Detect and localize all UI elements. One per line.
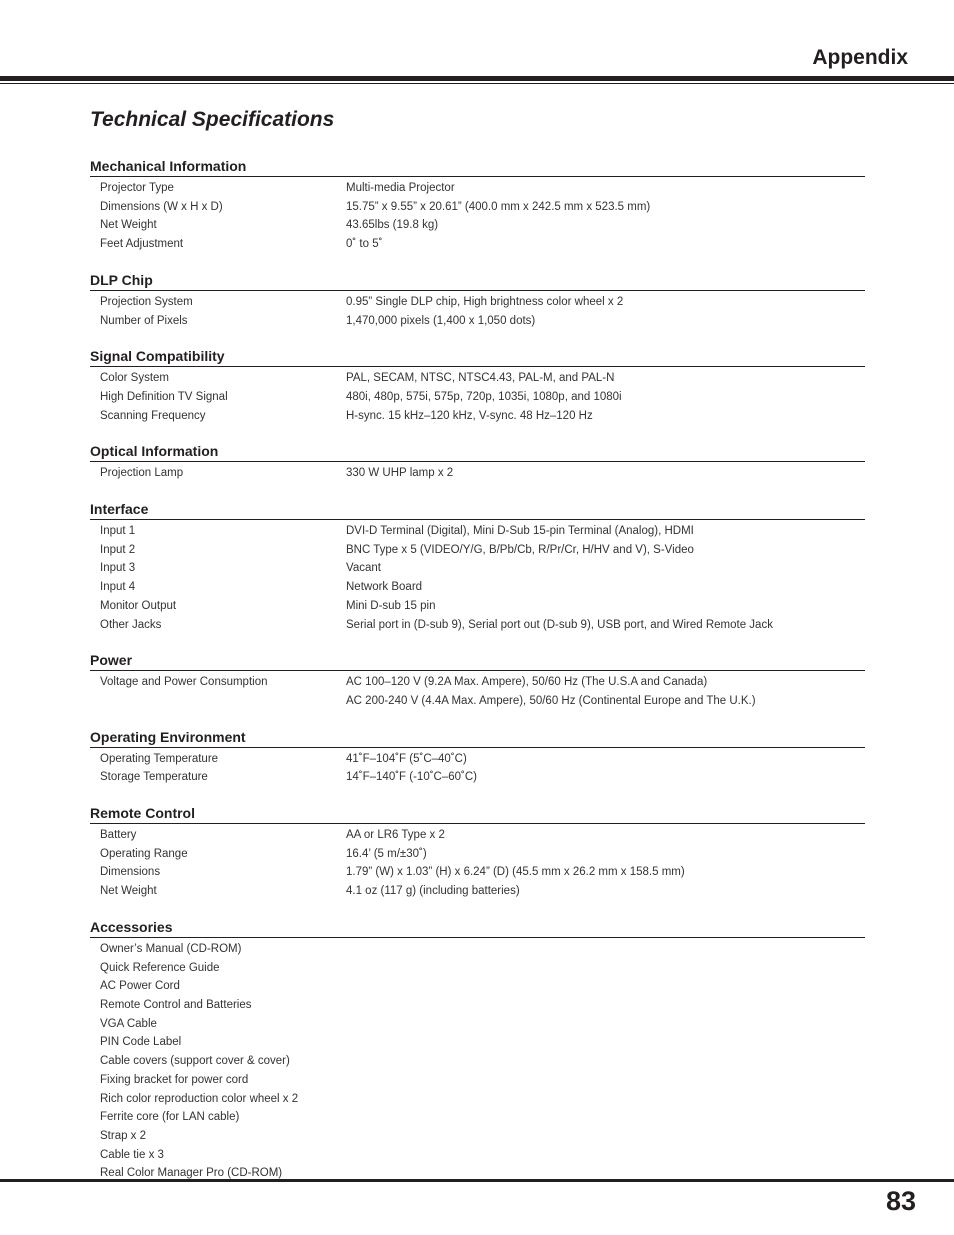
spec-row bbox=[90, 216, 865, 235]
section-divider bbox=[90, 519, 865, 520]
spec-value: 1.79” (W) x 1.03” (H) x 6.24” (D) (45.5 mm x 26.2 mm x 158.5 mm) bbox=[346, 866, 685, 879]
spec-label: Color System bbox=[100, 372, 170, 385]
section-heading: Appendix bbox=[812, 46, 908, 69]
spec-label: Projection Lamp bbox=[100, 467, 184, 480]
spec-row bbox=[90, 863, 865, 882]
spec-label: Storage Temperature bbox=[100, 771, 208, 784]
spec-row bbox=[90, 559, 865, 578]
spec-value bbox=[346, 1090, 865, 1109]
spec-value bbox=[346, 1108, 865, 1127]
spec-row bbox=[90, 692, 865, 711]
spec-label: Operating Temperature bbox=[100, 752, 219, 765]
spec-value bbox=[346, 977, 865, 996]
spec-value bbox=[346, 959, 865, 978]
spec-label: Real Color Manager Pro (CD-ROM) bbox=[100, 1167, 283, 1180]
spec-label: Dimensions (W x H x D) bbox=[100, 200, 223, 213]
spec-label: Net Weight bbox=[100, 885, 157, 898]
spec-section bbox=[90, 917, 865, 1183]
spec-label: Fixing bracket for power cord bbox=[100, 1073, 249, 1086]
section-divider bbox=[90, 366, 865, 367]
spec-value: 330 W UHP lamp x 2 bbox=[346, 467, 454, 480]
page-title: Technical Specifications bbox=[90, 108, 335, 131]
section-title: Accessories bbox=[90, 918, 173, 935]
spec-value: DVI-D Terminal (Digital), Mini D-Sub 15-pin Terminal (Analog), HDMI bbox=[346, 525, 694, 538]
header-rule-thick bbox=[0, 76, 954, 81]
spec-section bbox=[90, 803, 865, 901]
spec-label: Battery bbox=[100, 829, 137, 842]
spec-row bbox=[90, 597, 865, 616]
spec-label: Input 2 bbox=[100, 543, 136, 556]
spec-row bbox=[90, 407, 865, 426]
spec-value: 4.1 oz (117 g) (including batteries) bbox=[346, 885, 520, 898]
spec-row bbox=[90, 826, 865, 845]
spec-row bbox=[90, 388, 865, 407]
spec-label: Voltage and Power Consumption bbox=[100, 676, 268, 689]
spec-row bbox=[90, 235, 865, 254]
spec-label: Scanning Frequency bbox=[100, 409, 206, 422]
spec-value bbox=[346, 1033, 865, 1052]
section-title: Interface bbox=[90, 501, 149, 518]
spec-value bbox=[346, 1127, 865, 1146]
spec-value: AC 200-240 V (4.4A Max. Ampere), 50/60 Hz (Continental Europe and The U.K.) bbox=[346, 694, 756, 707]
spec-label: Projector Type bbox=[100, 182, 174, 194]
spec-value: 41˚F–104˚F (5˚C–40˚C) bbox=[346, 752, 467, 765]
spec-value: Serial port in (D-sub 9), Serial port out (D-sub 9), USB port, and Wired Remote Jack bbox=[346, 618, 773, 631]
spec-row bbox=[90, 522, 865, 541]
spec-label: Input 4 bbox=[100, 581, 136, 594]
section-title: Power bbox=[90, 652, 133, 669]
spec-row bbox=[90, 198, 865, 217]
spec-value: 16.4’ (5 m/±30˚) bbox=[346, 847, 427, 860]
spec-row bbox=[90, 1052, 865, 1071]
spec-value bbox=[346, 940, 865, 959]
section-divider bbox=[90, 670, 865, 671]
spec-row bbox=[90, 1071, 865, 1090]
section-divider bbox=[90, 461, 865, 462]
spec-label: Net Weight bbox=[100, 219, 157, 232]
spec-row bbox=[90, 673, 865, 692]
spec-row bbox=[90, 845, 865, 864]
section-divider bbox=[90, 937, 865, 938]
spec-row bbox=[90, 1033, 865, 1052]
section-title: Optical Information bbox=[90, 443, 219, 460]
spec-row bbox=[90, 959, 865, 978]
spec-label: Feet Adjustment bbox=[100, 238, 184, 251]
header-rule-thin bbox=[0, 83, 954, 84]
spec-label: VGA Cable bbox=[100, 1017, 157, 1030]
spec-value: 0.95” Single DLP chip, High brightness color wheel x 2 bbox=[346, 295, 624, 308]
section-title: Signal Compatibility bbox=[90, 348, 225, 365]
spec-value: AC 100–120 V (9.2A Max. Ampere), 50/60 Hz (The U.S.A and Canada) bbox=[346, 676, 708, 689]
spec-label: Owner’s Manual (CD-ROM) bbox=[100, 942, 242, 955]
spec-value bbox=[346, 996, 865, 1015]
spec-value: 14˚F–140˚F (-10˚C–60˚C) bbox=[346, 771, 478, 784]
section-title: Operating Environment bbox=[90, 728, 246, 745]
spec-value: 43.65lbs (19.8 kg) bbox=[346, 219, 439, 232]
spec-section bbox=[90, 727, 865, 787]
section-divider bbox=[90, 823, 865, 824]
spec-row bbox=[90, 768, 865, 787]
spec-row bbox=[90, 578, 865, 597]
spec-content bbox=[90, 156, 865, 1199]
spec-value: 0˚ to 5˚ bbox=[346, 238, 383, 251]
spec-value bbox=[346, 1052, 865, 1071]
spec-label: Cable tie x 3 bbox=[100, 1148, 164, 1161]
spec-value: H-sync. 15 kHz–120 kHz, V-sync. 48 Hz–120 Hz bbox=[346, 409, 593, 422]
spec-row bbox=[90, 179, 865, 198]
spec-section bbox=[90, 156, 865, 254]
section-title: DLP Chip bbox=[90, 271, 153, 288]
section-title: Mechanical Information bbox=[90, 158, 247, 174]
spec-row bbox=[90, 1090, 865, 1109]
spec-value: 1,470,000 pixels (1,400 x 1,050 dots) bbox=[346, 314, 536, 327]
spec-section bbox=[90, 650, 865, 710]
spec-value bbox=[346, 1071, 865, 1090]
spec-value: 480i, 480p, 575i, 575p, 720p, 1035i, 1080p, and 1080i bbox=[346, 390, 622, 403]
spec-row bbox=[90, 464, 865, 483]
spec-value: Multi-media Projector bbox=[346, 182, 455, 194]
spec-section bbox=[90, 441, 865, 483]
spec-row bbox=[90, 882, 865, 901]
spec-label: Remote Control and Batteries bbox=[100, 998, 252, 1011]
spec-label: Number of Pixels bbox=[100, 314, 188, 327]
spec-value bbox=[346, 1015, 865, 1034]
spec-row bbox=[90, 1108, 865, 1127]
spec-row bbox=[90, 1146, 865, 1165]
section-title: Remote Control bbox=[90, 805, 195, 822]
footer-rule bbox=[0, 1179, 954, 1182]
spec-row bbox=[90, 293, 865, 312]
spec-label: PIN Code Label bbox=[100, 1036, 182, 1049]
spec-label: Rich color reproduction color wheel x 2 bbox=[100, 1092, 299, 1105]
spec-value: PAL, SECAM, NTSC, NTSC4.43, PAL-M, and PAL-N bbox=[346, 372, 615, 385]
spec-row bbox=[90, 541, 865, 560]
spec-label: Input 3 bbox=[100, 562, 136, 575]
spec-row bbox=[90, 312, 865, 331]
spec-row bbox=[90, 369, 865, 388]
spec-label: Ferrite core (for LAN cable) bbox=[100, 1111, 240, 1124]
spec-label: Strap x 2 bbox=[100, 1129, 147, 1142]
spec-label bbox=[90, 692, 346, 711]
spec-row bbox=[90, 750, 865, 769]
spec-label: Dimensions bbox=[100, 866, 161, 879]
spec-label: Other Jacks bbox=[100, 618, 162, 631]
spec-label: Projection System bbox=[100, 295, 193, 308]
spec-value: Network Board bbox=[346, 581, 423, 594]
spec-row bbox=[90, 616, 865, 635]
spec-value: 15.75” x 9.55” x 20.61” (400.0 mm x 242.5 mm x 523.5 mm) bbox=[346, 200, 651, 213]
spec-row bbox=[90, 1127, 865, 1146]
spec-label: Quick Reference Guide bbox=[100, 961, 220, 974]
section-divider bbox=[90, 747, 865, 748]
spec-value: AA or LR6 Type x 2 bbox=[346, 829, 445, 842]
spec-row bbox=[90, 996, 865, 1015]
spec-row bbox=[90, 1015, 865, 1034]
spec-label: Monitor Output bbox=[100, 599, 177, 612]
spec-label: Cable covers (support cover & cover) bbox=[100, 1055, 290, 1068]
spec-label: Operating Range bbox=[100, 847, 188, 860]
spec-value: Vacant bbox=[346, 562, 381, 575]
spec-value: BNC Type x 5 (VIDEO/Y/G, B/Pb/Cb, R/Pr/Cr, H/HV and V), S-Video bbox=[346, 543, 694, 556]
spec-label: High Definition TV Signal bbox=[100, 390, 228, 403]
spec-section bbox=[90, 346, 865, 425]
spec-label: Input 1 bbox=[100, 525, 136, 538]
spec-value: Mini D-sub 15 pin bbox=[346, 599, 436, 612]
spec-row bbox=[90, 940, 865, 959]
spec-section bbox=[90, 270, 865, 330]
spec-row bbox=[90, 977, 865, 996]
spec-value bbox=[346, 1146, 865, 1165]
section-divider bbox=[90, 290, 865, 291]
spec-label: AC Power Cord bbox=[100, 980, 180, 993]
spec-section bbox=[90, 499, 865, 634]
page-number: 83 bbox=[885, 1186, 916, 1216]
section-divider bbox=[90, 176, 865, 177]
